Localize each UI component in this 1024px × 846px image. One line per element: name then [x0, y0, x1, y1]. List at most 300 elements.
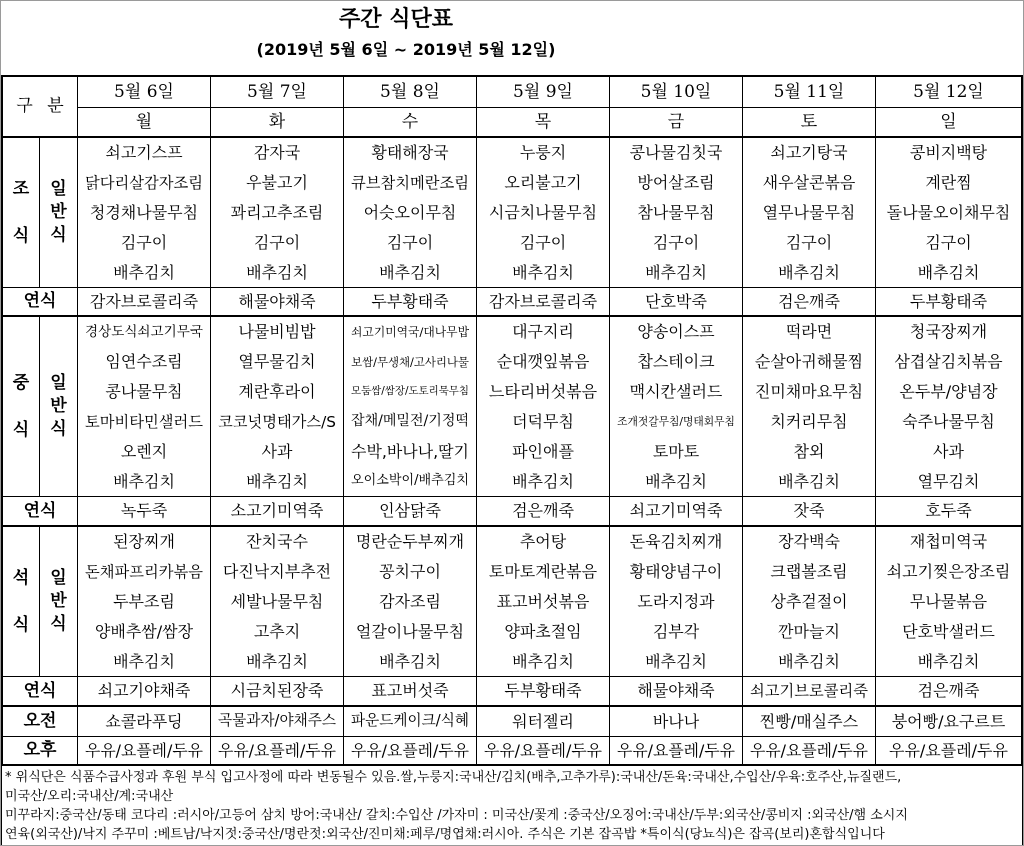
soft-diet-label-text: 연식 — [23, 291, 57, 312]
snack-text: 붕어빵/요구르트 — [891, 711, 1006, 731]
date-header-cell — [876, 77, 1021, 108]
lunch-dish-cell — [477, 347, 610, 377]
lunch-dish-text: 보쌈/무생채/고사리나물 — [351, 354, 469, 369]
note-line — [5, 768, 1019, 787]
dinner-dish-cell — [78, 617, 211, 647]
dinner-dish-text: 잔치국수 — [246, 532, 308, 552]
date-header-cell — [78, 77, 211, 108]
lunch-dish-cell — [876, 467, 1021, 497]
breakfast-dish-cell — [876, 198, 1021, 228]
lunch-dish-cell — [743, 407, 876, 437]
lunch-dish-cell — [344, 377, 477, 407]
lunch-dish-cell — [477, 377, 610, 407]
lunch-dish-text: 더덕무침 — [512, 412, 574, 432]
dinner-dish-text: 배추김치 — [917, 651, 980, 671]
lunch-dish-cell — [78, 407, 211, 437]
lunch-dish-text: 사과 — [261, 442, 293, 462]
meal-label-char: 석 — [12, 567, 30, 588]
breakfast-dish-cell — [344, 138, 477, 168]
snack-text: 워터젤리 — [512, 711, 574, 731]
lunch-dish-cell — [743, 317, 876, 347]
breakfast-dish-cell — [743, 228, 876, 258]
breakfast-dish-text: 배추김치 — [512, 262, 574, 282]
lunch-dish-cell — [78, 317, 211, 347]
breakfast-dish-cell — [477, 138, 610, 168]
lunch-dish-cell — [743, 347, 876, 377]
lunch-dish-text: 치커리무침 — [770, 412, 848, 432]
soft-diet-text: 표고버섯죽 — [371, 681, 449, 701]
dinner-dish-text: 돈채파프리카볶음 — [85, 562, 203, 581]
weekday-header-cell — [876, 108, 1021, 138]
weekday-header-cell — [743, 108, 876, 138]
dinner-dish-text: 김부각 — [652, 622, 700, 642]
soft-diet-text: 검은깨죽 — [917, 681, 980, 701]
soft-diet-text: 단호박죽 — [645, 291, 707, 311]
meal-label-char: 식 — [12, 419, 30, 440]
soft-diet-cell — [477, 677, 610, 707]
note-line — [5, 806, 1019, 825]
lunch-dish-text: 순대깻잎볶음 — [496, 352, 590, 372]
breakfast-dish-text: 큐브참치메란조림 — [351, 173, 469, 192]
breakfast-dish-text: 배추김치 — [246, 262, 308, 282]
breakfast-dish-cell — [78, 138, 211, 168]
lunch-dish-text: 쇠고기미역국/대나무밥 — [351, 324, 469, 339]
date-header-cell — [211, 77, 344, 108]
breakfast-dish-text: 계란찜 — [925, 173, 972, 193]
lunch-dish-cell — [344, 437, 477, 467]
soft-diet-cell — [876, 288, 1021, 317]
dinner-dish-cell — [78, 527, 211, 557]
breakfast-dish-text: 배추김치 — [113, 262, 175, 282]
dinner-dish-text: 배추김치 — [645, 651, 707, 671]
breakfast-dish-text: 시금치나물무침 — [488, 203, 598, 223]
dinner-dish-cell — [743, 617, 876, 647]
breakfast-dish-text: 김구이 — [519, 233, 567, 253]
soft-diet-cell — [78, 677, 211, 707]
weekday-header-text: 일 — [940, 111, 957, 132]
breakfast-dish-cell — [876, 168, 1021, 198]
lunch-dish-cell — [477, 437, 610, 467]
soft-diet-text: 두부황태죽 — [371, 291, 449, 311]
breakfast-dish-text: 어슷오이무침 — [363, 203, 457, 223]
breakfast-dish-text: 오리불고기 — [504, 173, 582, 193]
dinner-dish-cell — [477, 617, 610, 647]
note-text: 미국산/오리:국내산/계:국내산 — [5, 789, 174, 804]
lunch-dish-text: 조개젓갈무침/명태회무침 — [617, 415, 735, 429]
lunch-dish-cell — [211, 467, 344, 497]
soft-diet-text: 인삼닭죽 — [379, 501, 441, 521]
date-header-text: 5월 11일 — [773, 81, 845, 102]
breakfast-dish-cell — [344, 168, 477, 198]
lunch-dish-cell — [344, 347, 477, 377]
dinner-dish-text: 토마토계란볶음 — [488, 562, 598, 582]
diet-type-char: 일 — [50, 568, 67, 588]
lunch-dish-cell — [78, 377, 211, 407]
dinner-dish-text: 감자조림 — [379, 592, 441, 612]
lunch-dish-text: 대구지리 — [512, 322, 574, 342]
dinner-dish-text: 얼갈이나물무침 — [355, 622, 465, 642]
diet-type-label — [40, 317, 78, 497]
dinner-dish-text: 배추김치 — [512, 651, 574, 671]
date-header-text: 5월 7일 — [247, 81, 307, 102]
soft-diet-cell — [344, 677, 477, 707]
dinner-dish-text: 배추김치 — [379, 651, 441, 671]
breakfast-dish-text: 김구이 — [652, 233, 700, 253]
snack-label-am-text: 오전 — [23, 711, 57, 732]
date-header-cell — [743, 77, 876, 108]
diet-type-char: 일 — [50, 373, 67, 393]
breakfast-dish-text: 김구이 — [925, 233, 972, 253]
lunch-dish-text: 배추김치 — [778, 471, 840, 491]
soft-diet-text: 두부황태죽 — [504, 681, 582, 701]
dinner-dish-text: 재첩미역국 — [909, 532, 988, 552]
soft-diet-text: 감자브로콜리죽 — [89, 291, 199, 311]
breakfast-dish-cell — [78, 198, 211, 228]
dinner-dish-text: 돈육김치찌개 — [629, 532, 723, 552]
dinner-dish-text: 도라지정과 — [637, 592, 715, 612]
snack-text: 우유/요플레/두유 — [750, 740, 868, 760]
dinner-dish-text: 두부조림 — [113, 592, 175, 612]
snack-label-pm-text: 오후 — [23, 740, 57, 761]
breakfast-dish-cell — [211, 138, 344, 168]
breakfast-dish-cell — [211, 258, 344, 288]
breakfast-dish-text: 열무나물무침 — [762, 203, 856, 223]
soft-diet-text: 해물야채죽 — [637, 681, 715, 701]
lunch-dish-text: 찹스테이크 — [637, 352, 715, 372]
diet-type-char: 식 — [50, 225, 67, 245]
note-text: 미꾸라지:중국산/동태 코다리 :러시아/고등어 삼치 방어:국내산/ 갈치:수입산 /가자미 : 미국산/꽃게 :중국산/오징어:국내산/두부:외국산/콩비지 :외국산/햄 소시지 — [5, 808, 908, 823]
snack-text: 바나나 — [652, 711, 700, 731]
date-header-cell — [344, 77, 477, 108]
breakfast-dish-cell — [743, 168, 876, 198]
diet-type-char: 식 — [50, 614, 67, 634]
diet-type-label — [40, 138, 78, 288]
lunch-dish-cell — [344, 407, 477, 437]
notes-box — [1, 766, 1023, 845]
lunch-dish-cell — [477, 317, 610, 347]
soft-diet-label-cell — [3, 497, 78, 527]
dinner-dish-text: 크랩볼조림 — [770, 562, 848, 582]
weekday-header-text: 토 — [800, 111, 818, 132]
lunch-dish-cell — [211, 347, 344, 377]
dinner-dish-cell — [876, 617, 1021, 647]
weekday-header-cell — [78, 108, 211, 138]
breakfast-dish-text: 방어살조림 — [637, 173, 715, 193]
soft-diet-cell — [610, 677, 743, 707]
breakfast-dish-text: 돌나물오이채무침 — [886, 203, 1011, 223]
lunch-dish-text: 청국장찌개 — [909, 322, 988, 342]
lunch-dish-text: 나물비빔밥 — [238, 322, 316, 342]
soft-diet-label-cell — [3, 288, 78, 317]
date-header-text: 5월 10일 — [640, 81, 712, 102]
diet-type-char: 반 — [50, 396, 67, 416]
breakfast-dish-cell — [743, 138, 876, 168]
dinner-dish-cell — [78, 587, 211, 617]
breakfast-dish-cell — [78, 228, 211, 258]
snack-text: 우유/요플레/두유 — [218, 740, 336, 760]
category-header-cell — [3, 77, 78, 138]
breakfast-dish-text: 누룽지 — [519, 143, 567, 163]
soft-diet-cell — [78, 497, 211, 527]
snack-cell — [610, 737, 743, 764]
meal-label-lunch — [3, 317, 40, 497]
dinner-dish-cell — [344, 527, 477, 557]
dinner-dish-text: 고추지 — [253, 622, 301, 642]
note-text: * 위식단은 식품수급사정과 후원 부식 입고사정에 따라 변동될수 있음.쌀,누룽지:국내산/김치(배추,고추가루):국내산/돈육:국내산,수입산/우육:호주산,뉴질랜드, — [5, 770, 902, 785]
soft-diet-cell — [876, 677, 1021, 707]
dinner-dish-cell — [477, 647, 610, 677]
dinner-dish-text: 명란순두부찌개 — [355, 532, 465, 552]
breakfast-dish-cell — [477, 228, 610, 258]
lunch-dish-text: 사과 — [933, 442, 964, 462]
dinner-dish-text: 장각백숙 — [778, 532, 840, 552]
breakfast-dish-cell — [477, 198, 610, 228]
snack-cell — [610, 707, 743, 737]
dinner-dish-cell — [211, 587, 344, 617]
weekday-header-text: 월 — [135, 111, 153, 132]
breakfast-dish-text: 꽈리고추조림 — [230, 203, 324, 223]
soft-diet-cell — [743, 677, 876, 707]
snack-cell — [876, 737, 1021, 764]
dinner-dish-cell — [743, 527, 876, 557]
lunch-dish-cell — [344, 317, 477, 347]
lunch-dish-cell — [610, 347, 743, 377]
lunch-dish-cell — [78, 437, 211, 467]
lunch-dish-text: 배추김치 — [512, 471, 574, 491]
breakfast-dish-text: 황태해장국 — [371, 143, 449, 163]
soft-diet-text: 시금치된장죽 — [230, 681, 324, 701]
lunch-dish-cell — [610, 377, 743, 407]
lunch-dish-text: 모둠쌈/쌈장/도토리묵무침 — [351, 385, 469, 398]
dinner-dish-cell — [477, 587, 610, 617]
snack-text: 찐빵/매실주스 — [759, 711, 859, 731]
lunch-dish-text: 숙주나물무침 — [902, 412, 995, 432]
dinner-dish-cell — [344, 587, 477, 617]
snack-label-am-cell — [3, 707, 78, 737]
lunch-dish-cell — [78, 467, 211, 497]
lunch-dish-cell — [211, 377, 344, 407]
snack-text: 우유/요플레/두유 — [617, 740, 735, 760]
breakfast-dish-cell — [876, 258, 1021, 288]
dinner-dish-cell — [876, 587, 1021, 617]
soft-diet-cell — [477, 288, 610, 317]
weekday-header-text: 화 — [268, 111, 286, 132]
dinner-dish-cell — [344, 557, 477, 587]
dinner-dish-cell — [211, 527, 344, 557]
soft-diet-text: 해물야채죽 — [238, 291, 316, 311]
dinner-dish-text: 표고버섯볶음 — [496, 592, 590, 612]
snack-text: 파운드케이크/식혜 — [351, 712, 469, 730]
dinner-dish-cell — [477, 557, 610, 587]
menu-table — [1, 75, 1023, 766]
note-line — [5, 825, 1019, 844]
breakfast-dish-text: 우불고기 — [246, 173, 308, 193]
snack-text: 쇼콜라푸딩 — [105, 711, 183, 731]
breakfast-dish-text: 배추김치 — [379, 262, 441, 282]
lunch-dish-text: 진미채마요무침 — [754, 382, 864, 402]
dinner-dish-text: 상추겉절이 — [770, 592, 848, 612]
lunch-dish-cell — [211, 317, 344, 347]
soft-diet-text: 두부황태죽 — [909, 291, 988, 311]
snack-cell — [344, 737, 477, 764]
soft-diet-cell — [743, 288, 876, 317]
lunch-dish-text: 콩나물무침 — [105, 382, 183, 402]
breakfast-dish-cell — [78, 258, 211, 288]
snack-cell — [211, 737, 344, 764]
snack-text: 우유/요플레/두유 — [351, 740, 469, 760]
lunch-dish-text: 수박,바나나,딸기 — [351, 442, 469, 462]
soft-diet-cell — [344, 288, 477, 317]
lunch-dish-text: 파인애플 — [512, 442, 574, 462]
soft-diet-cell — [211, 288, 344, 317]
lunch-dish-text: 맥시칸샐러드 — [629, 382, 723, 402]
snack-label-pm-cell — [3, 737, 78, 764]
lunch-dish-text: 경상도식쇠고기무국 — [85, 323, 203, 340]
breakfast-dish-text: 김구이 — [253, 233, 301, 253]
lunch-dish-cell — [743, 467, 876, 497]
dinner-dish-cell — [477, 527, 610, 557]
date-header-text: 5월 6일 — [114, 81, 174, 102]
lunch-dish-text: 배추김치 — [113, 471, 175, 491]
lunch-dish-cell — [876, 317, 1021, 347]
snack-cell — [477, 737, 610, 764]
dinner-dish-cell — [211, 647, 344, 677]
lunch-dish-text: 임연수조림 — [105, 352, 183, 372]
soft-diet-text: 녹두죽 — [120, 501, 168, 521]
soft-diet-cell — [876, 497, 1021, 527]
breakfast-dish-text: 배추김치 — [917, 262, 980, 282]
lunch-dish-cell — [610, 317, 743, 347]
lunch-dish-cell — [743, 377, 876, 407]
lunch-dish-text: 열무김치 — [917, 471, 980, 491]
dinner-dish-cell — [344, 647, 477, 677]
snack-cell — [477, 707, 610, 737]
lunch-dish-text: 떡라면 — [785, 322, 833, 342]
breakfast-dish-text: 콩비지백탕 — [909, 143, 988, 163]
lunch-dish-text: 오이소박이/배추김치 — [351, 473, 469, 489]
meal-label-dinner — [3, 527, 40, 677]
breakfast-dish-text: 배추김치 — [778, 262, 840, 282]
meal-label-char: 식 — [12, 614, 30, 635]
diet-type-char: 일 — [50, 179, 67, 199]
date-header-text: 5월 12일 — [913, 81, 984, 102]
breakfast-dish-text: 청경채나물무침 — [89, 203, 199, 223]
breakfast-dish-text: 감자국 — [253, 143, 301, 163]
dinner-dish-text: 황태양념구이 — [629, 562, 723, 582]
lunch-dish-cell — [610, 407, 743, 437]
breakfast-dish-text: 김구이 — [120, 233, 168, 253]
dinner-dish-cell — [743, 557, 876, 587]
soft-diet-cell — [211, 497, 344, 527]
breakfast-dish-text: 콩나물김칫국 — [629, 143, 723, 163]
breakfast-dish-cell — [211, 198, 344, 228]
dinner-dish-cell — [78, 647, 211, 677]
lunch-dish-text: 배추김치 — [246, 471, 308, 491]
dinner-dish-cell — [78, 557, 211, 587]
meal-label-breakfast — [3, 138, 40, 288]
breakfast-dish-cell — [78, 168, 211, 198]
breakfast-dish-cell — [344, 198, 477, 228]
snack-cell — [344, 707, 477, 737]
dinner-dish-cell — [610, 617, 743, 647]
breakfast-dish-cell — [610, 258, 743, 288]
dinner-dish-cell — [743, 647, 876, 677]
lunch-dish-cell — [78, 347, 211, 377]
lunch-dish-text: 코코넛명태가스/S — [218, 412, 336, 431]
snack-text: 우유/요플레/두유 — [889, 740, 1008, 760]
dinner-dish-cell — [876, 557, 1021, 587]
breakfast-dish-cell — [610, 138, 743, 168]
diet-type-char: 반 — [50, 591, 67, 611]
soft-diet-text: 쇠고기야채죽 — [97, 681, 191, 701]
weekday-header-cell — [477, 108, 610, 138]
category-header-text: 구 분 — [16, 96, 64, 117]
breakfast-dish-text: 쇠고기탕국 — [770, 143, 848, 163]
soft-diet-text: 호두죽 — [925, 501, 972, 521]
diet-type-char: 반 — [50, 202, 67, 222]
dinner-dish-cell — [610, 587, 743, 617]
snack-cell — [743, 707, 876, 737]
dinner-dish-text: 배추김치 — [246, 651, 308, 671]
snack-text: 곡물과자/야채주스 — [218, 712, 336, 730]
lunch-dish-text: 오렌지 — [120, 442, 168, 462]
dinner-dish-text: 양배추쌈/쌈장 — [94, 622, 194, 642]
diet-type-char: 식 — [50, 419, 67, 439]
snack-text: 우유/요플레/두유 — [484, 740, 602, 760]
dinner-dish-text: 배추김치 — [778, 651, 840, 671]
lunch-dish-cell — [876, 407, 1021, 437]
breakfast-dish-text: 참나물무침 — [637, 203, 715, 223]
breakfast-dish-cell — [211, 168, 344, 198]
dinner-dish-text: 된장찌개 — [113, 532, 175, 552]
breakfast-dish-cell — [610, 198, 743, 228]
lunch-dish-text: 삼겹살김치볶음 — [894, 352, 1003, 372]
weekday-header-cell — [610, 108, 743, 138]
lunch-dish-cell — [477, 467, 610, 497]
soft-diet-cell — [344, 497, 477, 527]
snack-cell — [78, 707, 211, 737]
date-header-cell — [610, 77, 743, 108]
dinner-dish-cell — [610, 527, 743, 557]
date-range: (2019년 5월 6일 ~ 2019년 5월 12일) — [256, 40, 556, 59]
dinner-dish-text: 쇠고기찢은장조림 — [886, 562, 1011, 582]
soft-diet-text: 검은깨죽 — [778, 291, 840, 311]
snack-cell — [743, 737, 876, 764]
soft-diet-cell — [743, 497, 876, 527]
date-header-text: 5월 8일 — [380, 81, 440, 102]
soft-diet-cell — [477, 497, 610, 527]
soft-diet-text: 소고기미역죽 — [230, 501, 324, 521]
dinner-dish-cell — [610, 557, 743, 587]
lunch-dish-cell — [876, 437, 1021, 467]
snack-cell — [78, 737, 211, 764]
meal-label-char: 조 — [12, 178, 30, 199]
soft-diet-cell — [610, 288, 743, 317]
lunch-dish-cell — [610, 437, 743, 467]
weekday-header-text: 금 — [667, 111, 685, 132]
dinner-dish-cell — [876, 647, 1021, 677]
soft-diet-text: 쇠고기브로콜리죽 — [750, 681, 868, 700]
soft-diet-cell — [610, 497, 743, 527]
page-title: 주간 식단표 — [339, 7, 453, 32]
breakfast-dish-cell — [344, 258, 477, 288]
soft-diet-text: 잣죽 — [793, 501, 825, 521]
breakfast-dish-text: 닭다리살감자조림 — [85, 173, 203, 192]
note-line — [5, 787, 1019, 806]
breakfast-dish-text: 김구이 — [785, 233, 833, 253]
diet-type-label — [40, 527, 78, 677]
lunch-dish-cell — [344, 467, 477, 497]
